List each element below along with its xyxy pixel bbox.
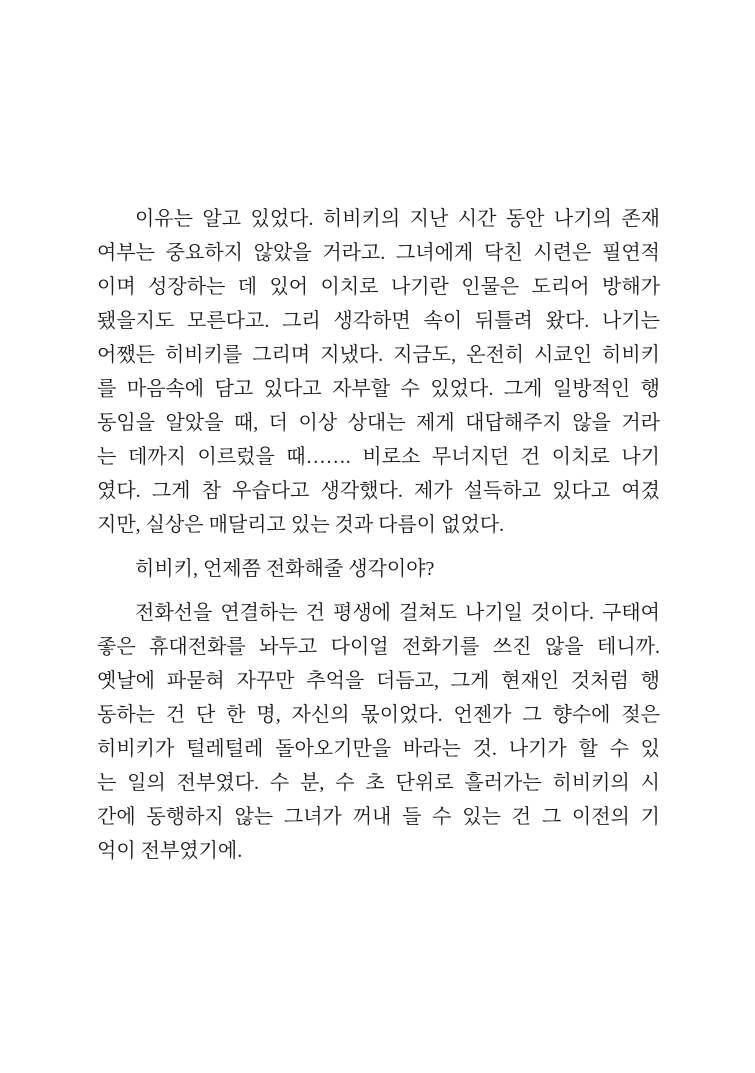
text-line: 전화선을 연결하는 건 평생에 걸쳐도 나기일 것이다. 구태여 [135, 602, 660, 624]
paragraph [97, 596, 660, 868]
text-block [97, 202, 660, 868]
text-line: 였다. 그게 참 우습다고 생각했다. 제가 설득하고 있다고 여겼 [97, 480, 660, 502]
text-line: 동임을 알았을 때, 더 이상 상대는 제게 대답해주지 않을 거라 [97, 412, 660, 434]
text-line: 지만, 실상은 매달리고 있는 것과 다름이 없었다. [97, 514, 505, 536]
text-line: 옛날에 파묻혀 자꾸만 추억을 더듬고, 그게 현재인 것처럼 행 [97, 670, 660, 692]
text-line: 억이 전부였기에. [97, 840, 243, 862]
text-line: 좋은 휴대전화를 놔두고 다이얼 전화기를 쓰진 않을 테니까. [97, 636, 660, 658]
text-line: 간에 동행하지 않는 그녀가 꺼내 들 수 있는 건 그 이전의 기 [97, 806, 660, 828]
text-line: 이유는 알고 있었다. 히비키의 지난 시간 동안 나기의 존재 [135, 208, 660, 230]
text-line: 어쨌든 히비키를 그리며 지냈다. 지금도, 온전히 시쿄인 히비키 [97, 344, 660, 366]
text-line: 됐을지도 모른다고. 그리 생각하면 속이 뒤틀려 왔다. 나기는 [97, 310, 660, 332]
text-line: 는 데까지 이르렀을 때……. 비로소 무너지던 건 이치로 나기 [97, 446, 660, 468]
paragraph [97, 552, 660, 586]
text-line: 동하는 건 단 한 명, 자신의 몫이었다. 언젠가 그 향수에 젖은 [97, 704, 660, 726]
text-line: 히비키가 털레털레 돌아오기만을 바라는 것. 나기가 할 수 있 [97, 738, 660, 760]
text-line: 여부는 중요하지 않았을 거라고. 그녀에게 닥친 시련은 필연적 [97, 242, 660, 264]
text-line: 히비키, 언제쯤 전화해줄 생각이야? [135, 558, 435, 580]
paragraph [97, 202, 660, 542]
text-line: 를 마음속에 담고 있다고 자부할 수 있었다. 그게 일방적인 행 [97, 378, 660, 400]
text-line: 이며 성장하는 데 있어 이치로 나기란 인물은 도리어 방해가 [97, 276, 660, 298]
text-line: 는 일의 전부였다. 수 분, 수 초 단위로 흘러가는 히비키의 시 [97, 772, 660, 794]
